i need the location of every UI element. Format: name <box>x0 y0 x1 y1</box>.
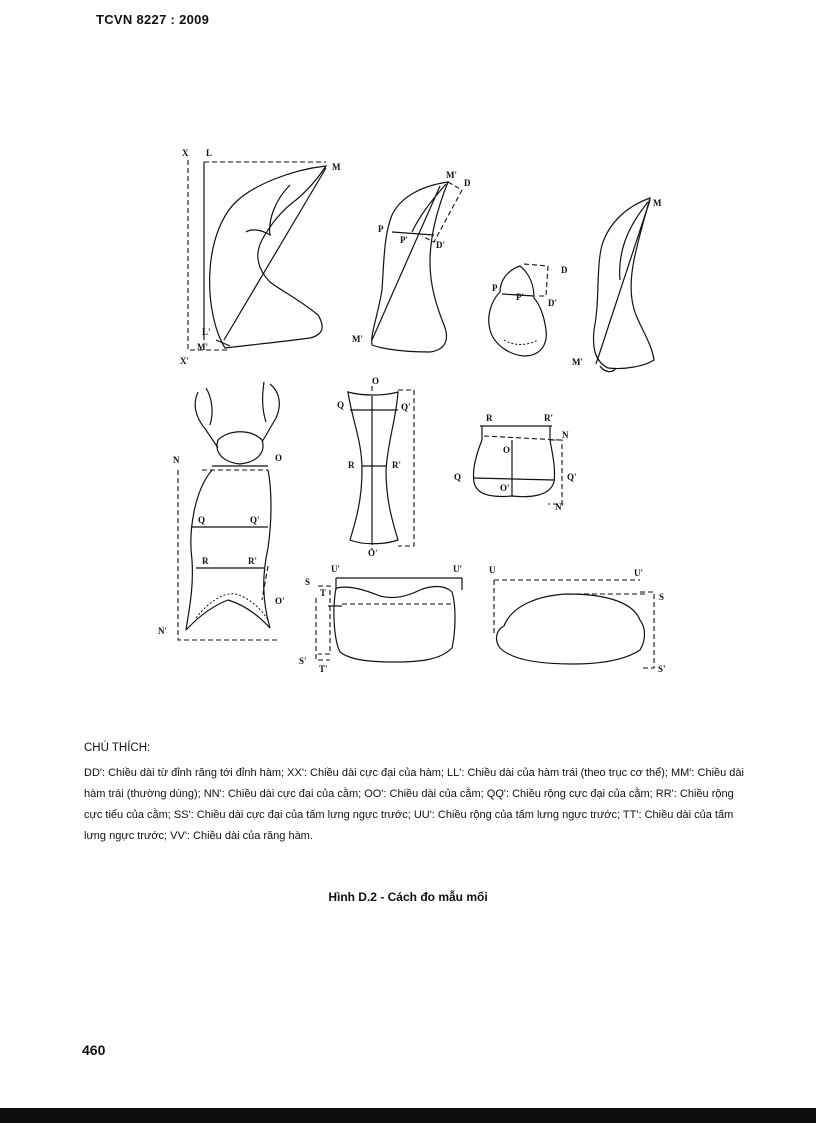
label-Op-3: O' <box>500 483 510 493</box>
label-Mp-2: M' <box>446 170 457 180</box>
label-Qp-3: Q' <box>567 472 577 482</box>
label-Up: U' <box>331 564 340 574</box>
postmentum-short-drawing <box>473 426 562 504</box>
label-Np: N' <box>158 626 167 636</box>
label-Sp: S' <box>299 656 307 666</box>
label-R-3: R <box>486 413 493 423</box>
mandible-curved-drawing <box>594 198 654 372</box>
notes-text: DD': Chiều dài từ đỉnh răng tới đỉnh hàm; XX': Chiều dài cực đại của hàm; LL': Chiều dài của hàm trái (theo trục cơ thể); MM': Chiều dài hàm trái (thường dùng); NN': Chiều dài cực đại của cằm; OO': Chiều dài của cằm; QQ': Chiều rộng cực đại của cằm; RR': Chiều rộng cực tiểu của cằm; SS': Chiều dài cực đại của tấm lưng ngực trước; UU': Chiều rộng của tấm lưng ngực trước; TT': Chiều dài của tấm lưng ngực trước; VV': Chiều dài của răng hàm. <box>84 767 744 842</box>
label-L: L <box>206 148 213 158</box>
label-M: M <box>332 162 341 172</box>
figure-notes <box>84 738 754 847</box>
notes-title: CHÚ THÍCH: <box>84 742 151 754</box>
label-Mp: M' <box>197 342 208 352</box>
pronotum-right-drawing <box>494 580 654 668</box>
page-number: 460 <box>82 1042 106 1058</box>
pronotum-left-drawing <box>316 578 462 662</box>
label-Op: O' <box>275 596 285 606</box>
mandible-small-drawing <box>489 264 548 356</box>
label-Sp-2: S' <box>658 664 666 674</box>
label-R: R <box>202 556 209 566</box>
label-Lp: L' <box>202 327 211 337</box>
label-Rp-3: R' <box>544 413 553 423</box>
label-D: D <box>464 178 471 188</box>
mandible-left-drawing <box>188 160 326 350</box>
label-N: N <box>173 455 180 465</box>
figure-caption: Hình D.2 - Cách đo mẫu mối <box>328 890 488 904</box>
label-T: T <box>320 588 327 598</box>
label-O-2: O <box>372 376 380 386</box>
label-P-2: P <box>492 283 498 293</box>
scan-bottom-edge <box>0 1108 816 1123</box>
label-Xp: X' <box>180 356 189 366</box>
label-Mp-4: M' <box>572 357 583 367</box>
label-Qp: Q' <box>250 515 260 525</box>
label-N-2: N <box>562 430 569 440</box>
label-S: S <box>305 577 311 587</box>
label-Mp-3: M' <box>352 334 363 344</box>
label-O-3: O <box>503 445 511 455</box>
label-Dp: D' <box>436 240 445 250</box>
label-O: O <box>275 453 283 463</box>
label-Q-3: Q <box>454 472 462 482</box>
soldier-head-drawing <box>178 382 279 640</box>
label-R-2: R <box>348 460 355 470</box>
label-Up-2: U' <box>453 564 462 574</box>
label-Pp: P' <box>400 235 408 245</box>
label-Q: Q <box>198 515 206 525</box>
label-Dp-2: D' <box>548 298 557 308</box>
label-X: X <box>182 148 189 158</box>
label-Up-3: U' <box>634 568 643 578</box>
label-P: P <box>378 224 384 234</box>
label-D-2: D <box>561 265 568 275</box>
label-Rp-2: R' <box>392 460 401 470</box>
label-M-2: M <box>653 198 662 208</box>
label-Q-2: Q <box>337 400 345 410</box>
standard-code-header: TCVN 8227 : 2009 <box>96 12 210 27</box>
label-Tp: T' <box>319 664 328 674</box>
label-Np-2: N' <box>555 502 564 512</box>
mandible-right-drawing <box>372 182 462 352</box>
label-Rp: R' <box>248 556 257 566</box>
label-S-2: S <box>659 592 665 602</box>
label-Qp-2: Q' <box>401 402 411 412</box>
label-U: U <box>489 565 496 575</box>
label-Op-2: O' <box>368 548 378 558</box>
label-Pp-2: P' <box>516 292 524 302</box>
